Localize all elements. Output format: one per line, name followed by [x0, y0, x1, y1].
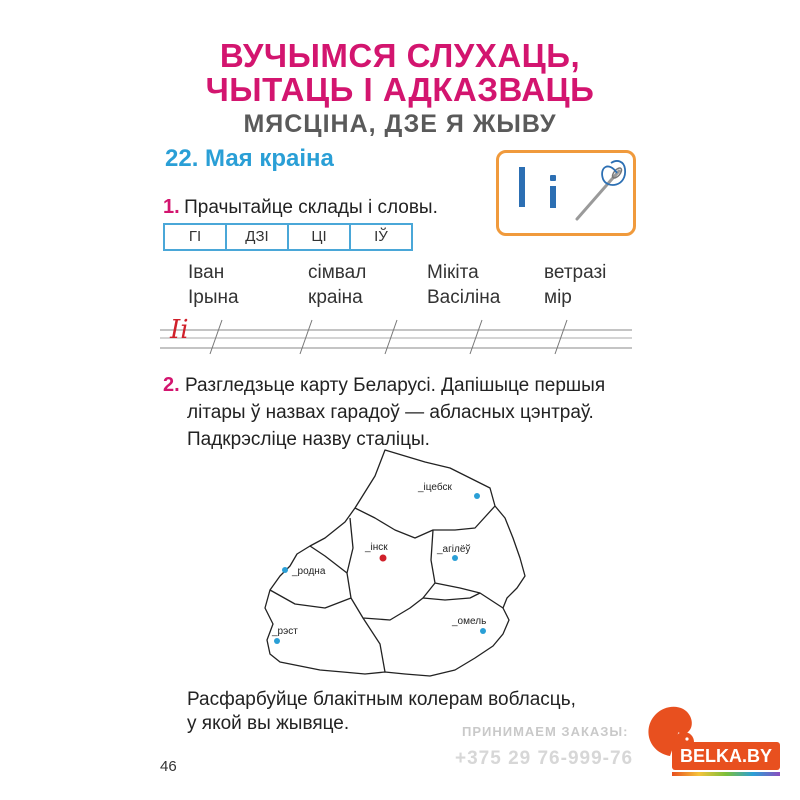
task-1 — [163, 196, 438, 219]
word-column-2 — [308, 260, 366, 310]
word: краіна — [308, 287, 363, 308]
map-outline — [265, 450, 525, 676]
handwriting-lines — [160, 318, 635, 358]
city-dot-minsk — [380, 555, 387, 562]
task-2-line-2: літары ў назвах гарадоў — абласных цэнтраў. — [187, 402, 594, 423]
syllable-cell: ГІ — [165, 225, 227, 249]
word-column-3 — [427, 260, 500, 310]
city-label-gomel: _омель — [452, 616, 487, 627]
region-border-mogilev — [435, 583, 503, 608]
brand-stripe — [672, 772, 780, 776]
brand-logo[interactable]: BELKA.BY — [672, 742, 780, 770]
city-label-minsk: _інск — [365, 542, 388, 553]
watermark-text-1: ПРИНИМАЕМ ЗАКАЗЫ: — [462, 724, 629, 739]
city-label-vitebsk: _іцебск — [418, 482, 452, 493]
region-border-minsk — [347, 518, 435, 620]
title-line-2: ЧЫТАЦЬ І АДКАЗВАЦЬ — [205, 71, 595, 108]
city-label-brest: _рэст — [272, 626, 298, 637]
task-2-line-3: Падкрэсліце назву сталіцы. — [187, 429, 430, 450]
city-dot-vitebsk — [474, 493, 480, 499]
lowercase-i-dot — [550, 175, 556, 181]
word: Ірына — [188, 287, 239, 308]
lesson-title: 22. Мая краіна — [165, 145, 334, 172]
task-3-line-2: у якой вы жывяце. — [187, 713, 350, 734]
task-2 — [163, 372, 605, 453]
word: сімвал — [308, 262, 367, 283]
section-title: МЯСЦІНА, ДЗЕ Я ЖЫВУ — [243, 110, 557, 138]
region-border-gomel — [363, 618, 385, 672]
city-dot-grodno — [282, 567, 288, 573]
letter-card — [496, 150, 636, 236]
task-2-line-1: Разгледзьце карту Беларусі. Дапішыце першыя — [184, 375, 606, 396]
page-number: 46 — [160, 758, 177, 775]
word: Мікіта — [427, 262, 479, 283]
city-label-grodno: _родна — [292, 566, 326, 577]
word: Васіліна — [427, 287, 501, 308]
uppercase-i-letter — [519, 167, 525, 207]
region-border-vitebsk — [355, 506, 495, 538]
word-column-4 — [544, 260, 606, 310]
task-1-number: 1. — [163, 196, 180, 218]
task-1-text: Прачытайце склады і словы. — [184, 197, 438, 218]
city-label-mogilev: _агілёў — [437, 544, 471, 555]
city-dot-brest — [274, 638, 280, 644]
task-3-line-1: Расфарбуйце блакітным колерам вобласць, — [187, 689, 576, 710]
syllable-row — [163, 223, 413, 251]
cursive-letter-sample: Іі — [170, 315, 189, 345]
city-dot-mogilev — [452, 555, 458, 561]
word: мір — [544, 287, 572, 308]
title-line-1: ВУЧЫМСЯ СЛУХАЦЬ, — [219, 37, 581, 74]
syllable-cell: ІЎ — [374, 228, 388, 245]
syllable-cell: ЦІ — [289, 225, 351, 249]
task-2-number: 2. — [163, 374, 180, 396]
word: Іван — [188, 262, 225, 283]
syllable-cell: ДЗІ — [227, 225, 289, 249]
word-column-1 — [188, 260, 239, 310]
lowercase-i-letter — [550, 186, 556, 208]
city-dot-gomel — [480, 628, 486, 634]
watermark-text-2: +375 29 76-999-76 — [455, 748, 634, 769]
region-border-gomel-north — [423, 593, 480, 600]
word: ветразі — [544, 262, 607, 283]
needle-icon — [569, 157, 629, 227]
region-border-brest — [270, 590, 351, 608]
